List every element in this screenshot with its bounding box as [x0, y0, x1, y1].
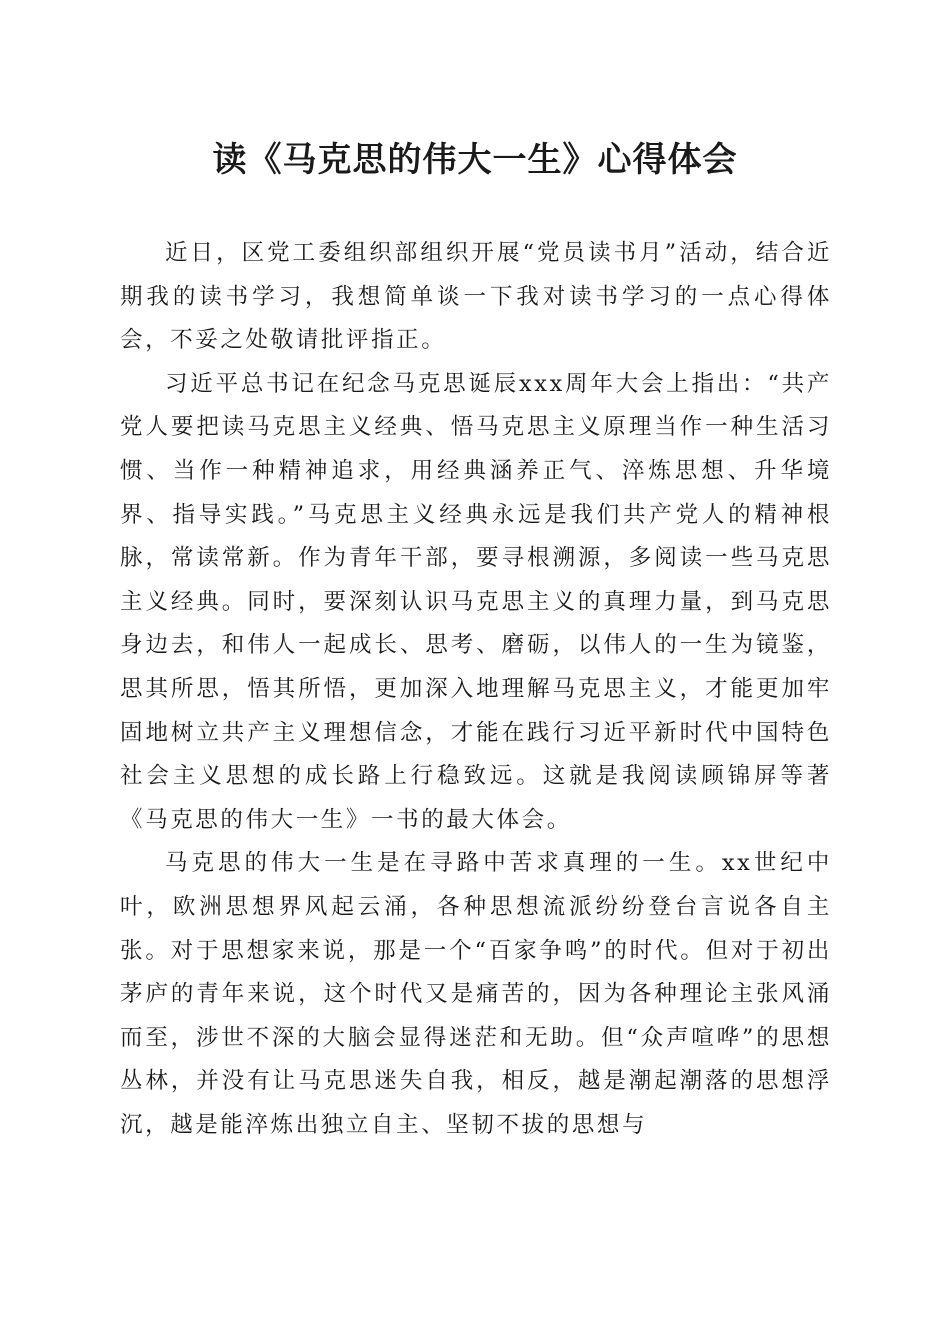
document-body: [120, 232, 832, 1147]
paragraph-2: 习近平总书记在纪念马克思诞辰xxx周年大会上指出：“共产党人要把读马克思主义经典、悟马克思主义原理当作一种生活习惯、当作一种精神追求，用经典涵养正气、淬炼思想、升华境界、指导实践。”马克思主义经典永远是我们共产党人的精神根脉，常读常新。作为青年干部，要寻根溯源，多阅读一些马克思主义经典。同时，要深刻认识马克思主义的真理力量，到马克思身边去，和伟人一起成长、思考、磨砺，以伟人的一生为镜鉴，思其所思，悟其所悟，更加深入地理解马克思主义，才能更加牢固地树立共产主义理想信念，才能在践行习近平新时代中国特色社会主义思想的成长路上行稳致远。这就是我阅读顾锦屏等著《马克思的伟大一生》一书的最大体会。: [120, 370, 832, 833]
paragraph-1: 近日，区党工委组织部组织开展“党员读书月”活动，结合近期我的读书学习，我想简单谈一下我对读书学习的一点心得体会，不妥之处敬请批评指正。: [120, 240, 832, 354]
paragraph-3: 马克思的伟大一生是在寻路中苦求真理的一生。xx世纪中叶，欧洲思想界风起云涌，各种思想流派纷纷登台言说各自主张。对于思想家来说，那是一个“百家争鸣”的时代。但对于初出茅庐的青年来说，这个时代又是痛苦的，因为各种理论主张风涌而至，涉世不深的大脑会显得迷茫和无助。但“众声喧哗”的思想丛林，并没有让马克思迷失自我，相反，越是潮起潮落的思想浮沉，越是能淬炼出独立自主、坚韧不拔的思想与: [120, 850, 832, 1138]
document-title: 读《马克思的伟大一生》心得体会: [212, 140, 738, 180]
